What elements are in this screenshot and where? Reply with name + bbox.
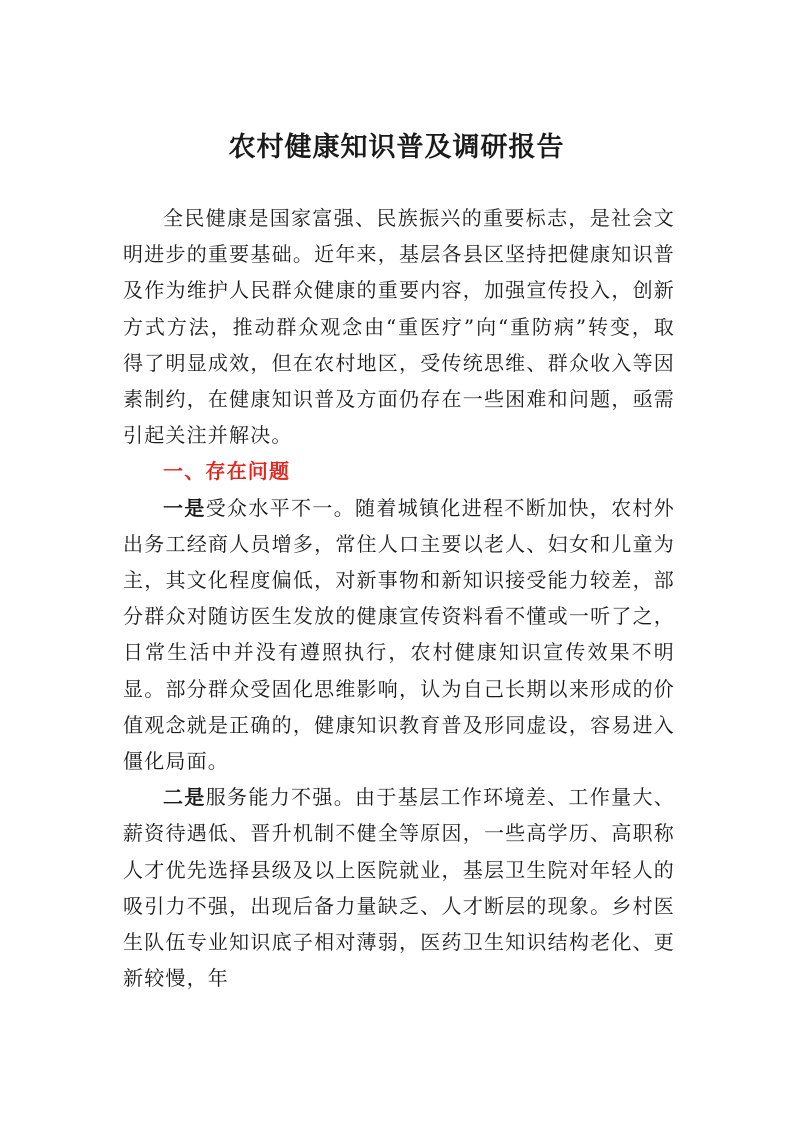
problem-1-lead: 一是 bbox=[163, 495, 206, 520]
problem-paragraph-1 bbox=[123, 490, 675, 780]
document-title: 农村健康知识普及调研报告 bbox=[228, 132, 565, 163]
document-body bbox=[123, 200, 675, 996]
section-heading-problems: 一、存在问题 bbox=[163, 459, 291, 484]
problem-1-text: 受众水平不一。随着城镇化进程不断加快，农村外出务工经商人员增多，常住人口主要以老人、妇女和儿童为主，其文化程度偏低，对新事物和新知识接受能力较差，部分群众对随访医生发放的健康宣传资料看不懂或一听了之，日常生活中并没有遵照执行，农村健康知识宣传效果不明显。部分群众受固化思维影响，认为自己长期以来形成的价值观念就是正确的，健康知识教育普及形同虚设，容易进入僵化局面。 bbox=[123, 495, 675, 774]
problem-paragraph-2 bbox=[123, 779, 675, 996]
intro-paragraph: 全民健康是国家富强、民族振兴的重要标志，是社会文明进步的重要基础。近年来，基层各县区坚持把健康知识普及作为维护人民群众健康的重要内容，加强宣传投入，创新方式方法，推动群众观念由“重医疗”向“重防病”转变，取得了明显成效，但在农村地区，受传统思维、群众收入等因素制约，在健康知识普及方面仍存在一些困难和问题，亟需引起关注并解决。 bbox=[123, 206, 675, 448]
problem-2-text: 服务能力不强。由于基层工作环境差、工作量大、薪资待遇低、晋升机制不健全等原因，一些高学历、高职称人才优先选择县级及以上医院就业，基层卫生院对年轻人的吸引力不强，出现后备力量缺乏、人才断层的现象。乡村医生队伍专业知识底子相对薄弱，医药卫生知识结构老化、更新较慢，年 bbox=[123, 785, 675, 991]
problem-2-lead: 二是 bbox=[163, 785, 206, 810]
